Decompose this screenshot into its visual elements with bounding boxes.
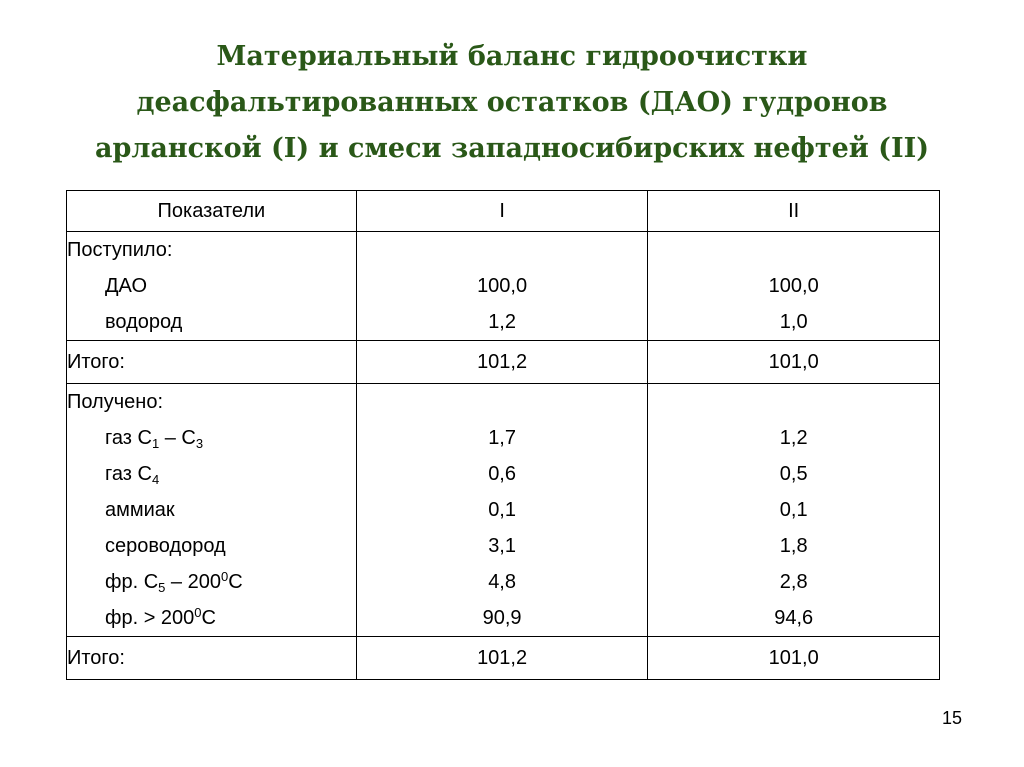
- obtained-item-fraction-c5-200: фр. $С_5 - 200^0С$: [105, 569, 243, 595]
- table-cell: 1,7: [488, 427, 516, 449]
- table-header-row: [67, 191, 940, 232]
- table-cell: 101,2: [356, 341, 648, 384]
- received-heading: Поступило:: [67, 239, 173, 261]
- obtained-heading: Получено:: [67, 391, 163, 413]
- table-cell: 101,2: [356, 637, 648, 680]
- table-cell: 101,0: [648, 637, 940, 680]
- total-label: Итого:: [67, 341, 357, 384]
- obtained-item-ammonia: аммиак: [105, 499, 175, 521]
- header-column-i: I: [356, 191, 648, 232]
- obtained-item-fraction-over-200: фр. > $200^0С$: [105, 605, 216, 629]
- table-cell: 4,8: [488, 571, 516, 593]
- table-cell: 100,0: [477, 275, 528, 297]
- table-cell: 2,8: [779, 571, 808, 593]
- received-item-dao: ДАО: [105, 275, 148, 297]
- received-item-hydrogen: водород: [105, 311, 183, 333]
- received-labels: [67, 232, 357, 341]
- table-cell: 1,8: [779, 535, 808, 557]
- table-cell: 1,0: [779, 311, 808, 333]
- obtained-item-hydrogen-sulfide: сероводород: [105, 535, 226, 557]
- obtained-section: [67, 384, 940, 637]
- table-cell: 0,6: [488, 463, 516, 485]
- received-values-ii: [648, 232, 940, 341]
- slide-title: [0, 34, 1024, 172]
- received-values-i: [356, 232, 648, 341]
- table-cell: 0,1: [779, 499, 808, 521]
- obtained-labels: [67, 384, 357, 637]
- table-cell: 3,1: [488, 535, 516, 557]
- received-section: [67, 232, 940, 341]
- total-label: Итого:: [67, 637, 357, 680]
- table-cell: 1,2: [779, 427, 808, 449]
- table-cell: 0,5: [779, 463, 808, 485]
- title-line-1: Материальный баланс гидроочистки: [216, 41, 808, 72]
- total-row-obtained: [67, 637, 940, 680]
- total-row-received: [67, 341, 940, 384]
- header-column-ii: II: [648, 191, 940, 232]
- title-line-2: деасфальтированных остатков (ДАО) гудронов: [136, 87, 888, 118]
- table-cell: 100,0: [768, 275, 819, 297]
- material-balance-table: [66, 190, 940, 680]
- table-cell: 0,1: [488, 499, 516, 521]
- obtained-item-gas-c1-c3: газ $С_1 - С_3$: [105, 427, 204, 451]
- page-number: 15: [941, 708, 962, 728]
- obtained-values-ii: [648, 384, 940, 637]
- title-line-3: арланской (I) и смеси западносибирских нефтей (II): [94, 133, 929, 164]
- table-cell: 1,2: [488, 311, 516, 333]
- obtained-item-gas-c4: газ $С_4$: [105, 463, 160, 487]
- obtained-values-i: [356, 384, 648, 637]
- table-cell: 101,0: [648, 341, 940, 384]
- table-cell: 90,9: [482, 607, 522, 629]
- table-cell: 94,6: [774, 607, 814, 629]
- header-indicators: Показатели: [67, 191, 357, 232]
